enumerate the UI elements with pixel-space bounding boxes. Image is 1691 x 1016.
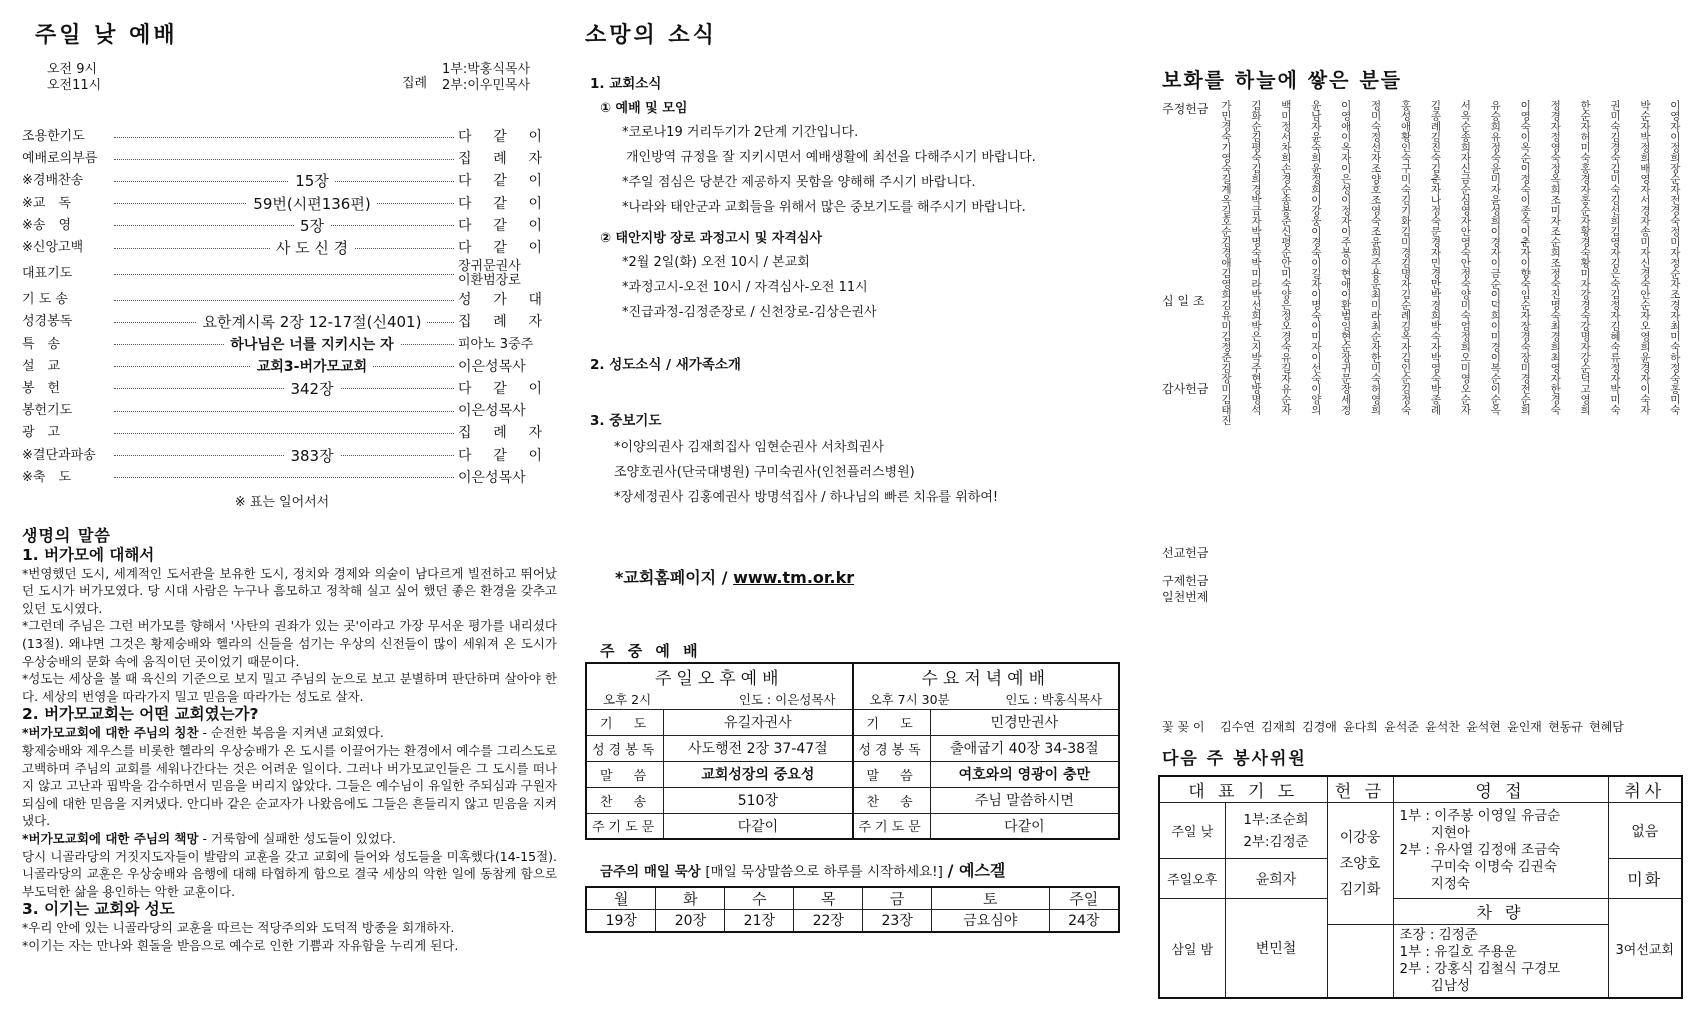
midweek-key: 주기도문 <box>853 813 931 839</box>
nw-cooking: 없음 <box>1608 803 1682 859</box>
order-content: 383장 <box>284 447 339 465</box>
nw-offering: 김기화 <box>1339 881 1381 898</box>
midweek-key: 기 도 <box>853 709 931 735</box>
midweek-key: 성경봉독 <box>586 735 664 761</box>
midweek-row <box>586 709 1119 735</box>
flower-arrangement-row <box>1162 718 1682 735</box>
dotted-leader <box>114 477 454 478</box>
order-leader: 집 례 자 <box>458 425 542 442</box>
dotted-leader <box>114 137 454 138</box>
donors-section <box>1162 100 1682 735</box>
order-item <box>22 289 542 311</box>
midweek-table <box>585 662 1120 840</box>
news-sub1-item: *주일 점심은 당분간 제공하지 못함을 양해해 주시기 바랍니다. <box>622 175 976 190</box>
news-sub2-item: *진급과정-김정준장로 / 신천장로-김상은권사 <box>622 305 877 320</box>
nw-row-label: 주일 낮 <box>1159 803 1225 859</box>
donor-names-column: 유승희유정숙윤미자윤성희이경자이금순이덕희이미경이복순이순옥 <box>1489 100 1502 415</box>
meditation-day: 목 <box>794 887 863 910</box>
midweek-value: 민경만권사 <box>930 709 1119 735</box>
order-leader-line: 장귀문권사 <box>458 259 521 275</box>
word-of-life <box>22 527 557 954</box>
order-leader: 다 같 이 <box>458 129 542 146</box>
donor-names-column: 가민경숙기영숙길계옥길호순김경애김영희김유미김정준김장미김태진 <box>1220 100 1232 426</box>
order-item <box>22 126 542 148</box>
donor-names-column: 이영숙이옥순이정숙이종숙이춘자이향숙임순자장경숙장미경전순희 <box>1519 100 1532 415</box>
order-label: ※신앙고백 <box>22 240 84 256</box>
order-label: 설 교 <box>22 358 61 374</box>
donor-names-column: 정경자정영숙정옥희조미자조순희조정숙진명숙최경희최영자한경숙 <box>1549 100 1562 415</box>
nw-row-label: 주일오후 <box>1159 859 1225 899</box>
order-content: 요한계시록 2장 12-17절(신401) <box>197 313 428 331</box>
order-label: 성경봉독 <box>22 314 73 330</box>
order-label: 예배로의부름 <box>22 151 98 167</box>
donor-category: 일천번제 <box>1162 590 1209 604</box>
order-leader: 성 가 대 <box>458 292 542 309</box>
meditation-hymn: 22장 <box>794 910 863 932</box>
meditation-day: 월 <box>586 887 656 910</box>
order-leader: 피아노 3중주 <box>458 336 534 352</box>
order-label: ※축 도 <box>22 469 72 485</box>
order-item <box>22 378 542 400</box>
homepage-label: *교회홈페이지 / <box>615 568 734 587</box>
flower-name: 윤석현 <box>1466 720 1501 734</box>
order-leader: 집 례 자 <box>458 151 542 168</box>
midweek-key: 찬 송 <box>853 787 931 813</box>
usher-line: 1부 : 이주봉 이영일 유금순 <box>1399 808 1561 824</box>
prayer-item: *이양의권사 김재희집사 임현순권사 서차희권사 <box>614 440 885 455</box>
donor-category: 감사헌금 <box>1162 382 1209 396</box>
wed-pm-time: 오후 7시 30분 <box>869 691 950 707</box>
nw-prayer: 윤희자 <box>1225 859 1327 899</box>
news-sub1: ① 예배 및 모임 <box>600 101 688 116</box>
order-content: 15장 <box>289 172 335 190</box>
flower-name: 김경애 <box>1302 720 1337 734</box>
news-h1: 1. 교회소식 <box>590 76 662 92</box>
presider-2: 2부:이우민목사 <box>442 78 530 93</box>
time-2: 오전11시 <box>47 78 102 93</box>
word-s1-p2: *그런데 주님은 그런 버가모를 향해서 '사탄의 권좌가 있는 곳'이라고 가장 무서운 평가를 내리셨다(13절). 왜냐면 그것은 황제숭배와 헬라의 신들을 섬기는 우상의 신전들이 많이 세워져 온 도시가 우상숭배의 문화 속에 움직이던 곳이었기 때문이다. <box>22 618 557 669</box>
donor-category: 선교헌금 <box>1162 546 1209 560</box>
order-label: 조용한기도 <box>22 129 85 145</box>
order-item <box>22 193 542 215</box>
news-title: 소망의 소식 <box>585 23 717 48</box>
vehicle-line: 김남성 <box>1399 978 1470 994</box>
presider-1: 1부:박홍식목사 <box>442 62 530 77</box>
order-content: 342장 <box>284 380 339 398</box>
vehicle-line: 2부 : 강홍식 김철식 구경모 <box>1399 961 1561 977</box>
flower-name: 윤석준 <box>1384 720 1419 734</box>
order-label: 특 송 <box>22 336 61 352</box>
homepage-link[interactable]: www.tm.or.kr <box>733 568 855 587</box>
meditation-book: / 예스겔 <box>947 861 1006 880</box>
order-item <box>22 444 542 466</box>
order-item <box>22 422 542 444</box>
meditation-hymn: 21장 <box>725 910 794 932</box>
word-s1-p1: *번영했던 도시, 세계적인 도서관을 보유한 도시, 정치와 경제와 의술이 남다르게 빌전하고 뛰어났던 도시가 버가모였다. 당 시대 사람은 누구나 흠모하고 정착해 실고 싶어 했던 좋은 환경을 갖추고 있던 도시였다. <box>22 565 557 616</box>
sunday-service-title: 주일 낮 예배 <box>35 23 178 48</box>
order-content: 5장 <box>294 217 330 235</box>
midweek-value: 주님 말씀하시면 <box>930 787 1119 813</box>
midweek-row <box>586 787 1119 813</box>
order-item <box>22 148 542 170</box>
prayer-item: *장세정권사 김홍예권사 방명석집사 / 하나님의 빠른 치유를 위하여! <box>614 490 999 505</box>
midweek-key: 성경봉독 <box>853 735 931 761</box>
order-item <box>22 467 542 489</box>
usher-line: 2부 : 유사열 김정애 조금숙 <box>1399 842 1561 858</box>
meditation-table <box>585 886 1120 933</box>
nw-mihwa: 3여선교회 <box>1608 899 1682 999</box>
order-leader: 이은성목사 <box>458 403 526 420</box>
order-item <box>22 170 542 192</box>
news-h2: 2. 성도소식 / 새가족소개 <box>590 357 741 373</box>
news-sub1-item: *나라와 태안군과 교회들을 위해서 많은 중보기도를 해주시기 바랍니다. <box>622 200 1026 215</box>
word-s2-praise: *버가모교회에 대한 주님의 칭찬 - 순전한 복음을 지켜낸 교회였다. <box>22 725 384 741</box>
midweek-row <box>586 735 1119 761</box>
midweek-key: 기 도 <box>586 709 664 735</box>
vehicle-line: 조장 : 김정준 <box>1399 927 1478 943</box>
order-label: 봉헌기도 <box>22 403 73 419</box>
meditation-header <box>600 858 1005 881</box>
usher-line: 구미숙 이명숙 김권숙 <box>1399 859 1557 875</box>
midweek-value: 출애굽기 40장 34-38절 <box>930 735 1119 761</box>
donor-names-column: 정미숙정선자조양호조영숙조윤희주용운최미라최순자한미숙허영희 <box>1369 100 1382 415</box>
flower-name: 윤석찬 <box>1425 720 1460 734</box>
order-label: ※송 영 <box>22 217 72 233</box>
nw-header-cooking: 취사 <box>1608 776 1682 803</box>
nw-header-offering: 헌 금 <box>1327 776 1393 803</box>
dotted-leader <box>114 411 454 412</box>
nw-header-usher: 영 접 <box>1393 776 1608 803</box>
usher-line: 지현아 <box>1399 825 1470 841</box>
news-sub1-item: 개인방역 규정을 잘 지키시면서 예배생활에 최선을 다해주시기 바랍니다. <box>626 150 1036 165</box>
order-item <box>22 356 542 378</box>
order-leader: 다 같 이 <box>458 217 542 234</box>
donor-names-column: 서옥순송희자신금순심영자안영숙안정숙양미숙엄정희오미영오순자 <box>1459 100 1472 415</box>
next-week-title: 다음 주 봉사위원 <box>1162 749 1307 769</box>
midweek-value: 510장 <box>664 787 853 813</box>
dotted-leader <box>114 159 454 160</box>
order-item <box>22 334 542 356</box>
wed-pm-lead: 인도 : 박홍식목사 <box>1005 691 1102 707</box>
meditation-title: 금주의 매일 묵상 <box>600 864 701 880</box>
news-sub2-item: *과정고시-오전 10시 / 자격심사-오전 11시 <box>622 280 868 295</box>
order-leader: 이은성목사 <box>458 358 526 375</box>
order-of-worship <box>22 126 542 510</box>
flower-label: 꽃 꽂 이 <box>1162 720 1205 734</box>
donor-category: 구제헌금 <box>1162 574 1209 588</box>
midweek-row <box>586 761 1119 787</box>
donor-names-column: 한순자허미숙홍경자홍순자황경숙황미자강경숙강명자강순덕고영희 <box>1579 100 1592 415</box>
nw-vehicle <box>1393 925 1608 999</box>
order-content: 사 도 신 경 <box>270 239 354 257</box>
meditation-hymn: 19장 <box>586 910 656 932</box>
donor-category: 주정헌금 <box>1162 102 1209 116</box>
order-leader: 다 같 이 <box>458 173 542 190</box>
meditation-hymn: 24장 <box>1049 910 1119 932</box>
flower-name: 김수연 <box>1220 720 1255 734</box>
usher-line: 지정숙 <box>1399 876 1470 892</box>
news-sub2: ② 태안지방 장로 과정고시 및 자격심사 <box>600 231 823 246</box>
flower-name: 현동규 <box>1548 720 1583 734</box>
donor-names-column: 김화순김평숙김희경박금자박명숙박미라박선희박은지박주현방명석 <box>1249 100 1262 415</box>
donor-names-column: 백미정서차희손경순송봉준신평순안미숙양은정오경숙유길자유순자 <box>1279 100 1292 415</box>
midweek-value: 유길자권사 <box>664 709 853 735</box>
flower-name: 김재희 <box>1261 720 1296 734</box>
nw-vehicle-label: 차 량 <box>1393 899 1608 925</box>
donor-names-grid <box>1217 100 1682 735</box>
meditation-hymn: 금요심야 <box>932 910 1049 932</box>
midweek-key: 말 씀 <box>853 761 931 787</box>
sun-pm-title: 주일오후예배 <box>586 663 853 689</box>
midweek-row <box>586 813 1119 839</box>
donors-title: 보화를 하늘에 쌓은 분들 <box>1162 68 1403 92</box>
meditation-day: 주일 <box>1049 887 1119 910</box>
meditation-note: [매일 묵상말씀으로 하루를 시작하세요!] <box>705 864 943 880</box>
nw-usher <box>1393 803 1608 899</box>
donor-category: 십 일 조 <box>1162 294 1205 308</box>
order-label: ※교 독 <box>22 195 72 211</box>
meditation-day: 금 <box>863 887 932 910</box>
order-leader: 집 례 자 <box>458 314 542 331</box>
order-item <box>22 259 542 289</box>
meditation-day: 수 <box>725 887 794 910</box>
order-label: ※경배찬송 <box>22 173 84 189</box>
news-sub1-item: *코로나19 거리두기가 2단계 기간입니다. <box>622 125 859 140</box>
order-item <box>22 400 542 422</box>
word-s2-p1: 황제숭배와 제우스를 비롯한 헬라의 우상숭배가 온 도시를 이끌어가는 환경에서 예수를 그리스도로 고백하며 주님의 교회를 세워나간다는 것은 어려운 일이다. 그러나 버가모교인들은 그 도시를 떠나지 않고 고난과 핍박을 감수하면서 믿음을 버리지 않았다. 그들은 예수님이 유일한 주되심과 구원자 되심에 대한 믿음을 지켜냈다. 안디바 같은 순교자가 나왔음에도 그들은 흔들리지 않고 믿음을 지켜냈다. <box>22 742 557 829</box>
midweek-value: 다같이 <box>930 813 1119 839</box>
meditation-day: 토 <box>932 887 1049 910</box>
news-section <box>590 68 1130 510</box>
order-content: 59번(시편136편) <box>247 195 376 213</box>
nw-offering: 이강웅 <box>1339 829 1381 846</box>
order-item <box>22 311 542 333</box>
order-label: 봉 헌 <box>22 380 61 396</box>
nw-header-prayer: 대 표 기 도 <box>1159 776 1327 803</box>
sun-pm-time: 오후 2시 <box>603 691 652 707</box>
meditation-hymn: 20장 <box>656 910 725 932</box>
time-1: 오전 9시 <box>47 62 98 77</box>
news-h3: 3. 중보기도 <box>590 413 662 429</box>
word-section-1-title: 1. 버가모에 대해서 <box>22 545 155 564</box>
order-leader: 다 같 이 <box>458 195 542 212</box>
word-title: 생명의 말씀 <box>22 526 111 545</box>
donor-names-column: 이영애이옥자이은성이정자이주봉이현애이환범임현순장귀문장세정 <box>1339 100 1352 415</box>
presider-label: 집례 <box>402 76 428 91</box>
dotted-leader <box>114 274 454 275</box>
prayer-item: 조양호권사(단국대병원) 구미숙권사(인천플러스병원) <box>614 465 915 480</box>
word-s2-rebuke: *버가모교회에 대한 주님의 책망 - 거룩함에 실패한 성도들이 있었다. <box>22 830 396 846</box>
nw-mihwa-label: 미화 <box>1608 859 1682 899</box>
news-sub2-item: *2월 2일(화) 오전 10시 / 본교회 <box>622 255 810 270</box>
order-label: 광 고 <box>22 425 61 441</box>
midweek-title: 주 중 예 배 <box>600 642 702 660</box>
word-section-3-title: 3. 이기는 교회와 성도 <box>22 900 175 919</box>
nw-prayer: 2부:김정준 <box>1243 833 1309 850</box>
order-leader: 이은성목사 <box>458 469 526 486</box>
order-leader: 다 같 이 <box>458 240 542 257</box>
order-label: 기 도 송 <box>22 292 68 308</box>
midweek-value: 사도행전 2장 37-47절 <box>664 735 853 761</box>
word-s3-p2: *이기는 자는 만나와 흰돌을 받음으로 예수로 인한 기쁨과 자유함을 누리게 된다. <box>22 937 459 953</box>
next-week-table <box>1158 775 1683 999</box>
order-leader: 다 같 이 <box>458 380 542 397</box>
midweek-key: 찬 송 <box>586 787 664 813</box>
vehicle-line: 1부 : 유길호 주용운 <box>1399 944 1517 960</box>
word-s2-p2: 당시 니골라당의 거짓지도자들이 발람의 교훈을 갖고 교회에 들어와 성도들을 미혹했다(14-15절). 니골라당의 교훈은 우상숭배와 음행에 대해 타협하게 함으로 결국 세상의 악한 일에 동참케 함으로 부도덕한 삶을 용인하는 악한 교훈이다. <box>22 848 557 899</box>
order-content: 교회3-버가모교회 <box>251 359 373 375</box>
dotted-leader <box>114 433 454 434</box>
donor-names-column: 윤남자윤숙희윤정희이강웅이경숙이길자이명숙이미자이선숙이양의 <box>1309 100 1322 415</box>
donor-names-column: 김종례김진숙김춘자나정숙문경자민경만박경희박숙자박영숙박종례 <box>1429 100 1442 415</box>
order-content: 하나님은 너를 지키시는 자 <box>224 337 399 353</box>
nw-offering: 조양호 <box>1339 855 1381 872</box>
nw-row-label: 삼일 밤 <box>1159 899 1225 999</box>
homepage <box>615 565 854 588</box>
donor-names-column: 홍성애황인숙구미숙김기화김미경김명자김순례김옥자김인순김정숙 <box>1399 100 1412 415</box>
dotted-leader <box>114 300 454 301</box>
wed-pm-title: 수요저녁예배 <box>853 663 1120 689</box>
flower-name: 윤다희 <box>1343 720 1378 734</box>
donor-names-column: 박순자박정희배영자서경자송미자신경숙안순자오영희윤경자이숙자 <box>1638 100 1651 415</box>
meditation-hymn: 23장 <box>863 910 932 932</box>
donor-names-column: 권미숙김경숙김미숙김선희김영자김은숙김정자김혜숙류정자박미숙 <box>1608 100 1621 415</box>
order-leader-line: 이환범장로 <box>458 273 521 289</box>
midweek-value: 여호와의 영광이 충만 <box>930 761 1119 787</box>
midweek-key: 주기도문 <box>586 813 664 839</box>
midweek-value: 다같이 <box>664 813 853 839</box>
meditation-day: 화 <box>656 887 725 910</box>
order-note: ※ 표는 일어서서 <box>234 494 330 510</box>
donor-names-column: 이영자이정희장순자전경숙정미자정순자조경자최미숙하정숙홍미숙 <box>1668 100 1681 415</box>
order-item <box>22 237 542 259</box>
word-s1-p3: *성도는 세상을 볼 때 육신의 기준으로 보지 밀고 주님의 눈으로 보고 분별하며 판단하며 살아야 한다. 세상의 번영을 따라가지 밀고 믿음을 따라가는 성도로 살자. <box>22 671 557 704</box>
order-leader <box>458 260 542 288</box>
order-leader: 다 같 이 <box>458 447 542 464</box>
flower-name: 윤인재 <box>1507 720 1542 734</box>
order-label: 대표기도 <box>22 266 73 282</box>
order-item <box>22 215 542 237</box>
midweek-value: 교회성장의 중요성 <box>664 761 853 787</box>
flower-name: 현혜담 <box>1589 720 1624 734</box>
nw-prayer: 1부:조순희 <box>1243 811 1309 828</box>
midweek-key: 말 씀 <box>586 761 664 787</box>
word-section-2-title: 2. 버가모교회는 어떤 교회였는가? <box>22 705 259 724</box>
word-s3-p1: *우리 안에 있는 니골라당의 교훈을 따르는 적당주의와 도덕적 방종을 회개하자. <box>22 920 455 936</box>
nw-prayer: 변민철 <box>1225 899 1327 999</box>
sun-pm-lead: 인도 : 이은성목사 <box>738 691 836 707</box>
order-label: ※결단과파송 <box>22 447 96 463</box>
